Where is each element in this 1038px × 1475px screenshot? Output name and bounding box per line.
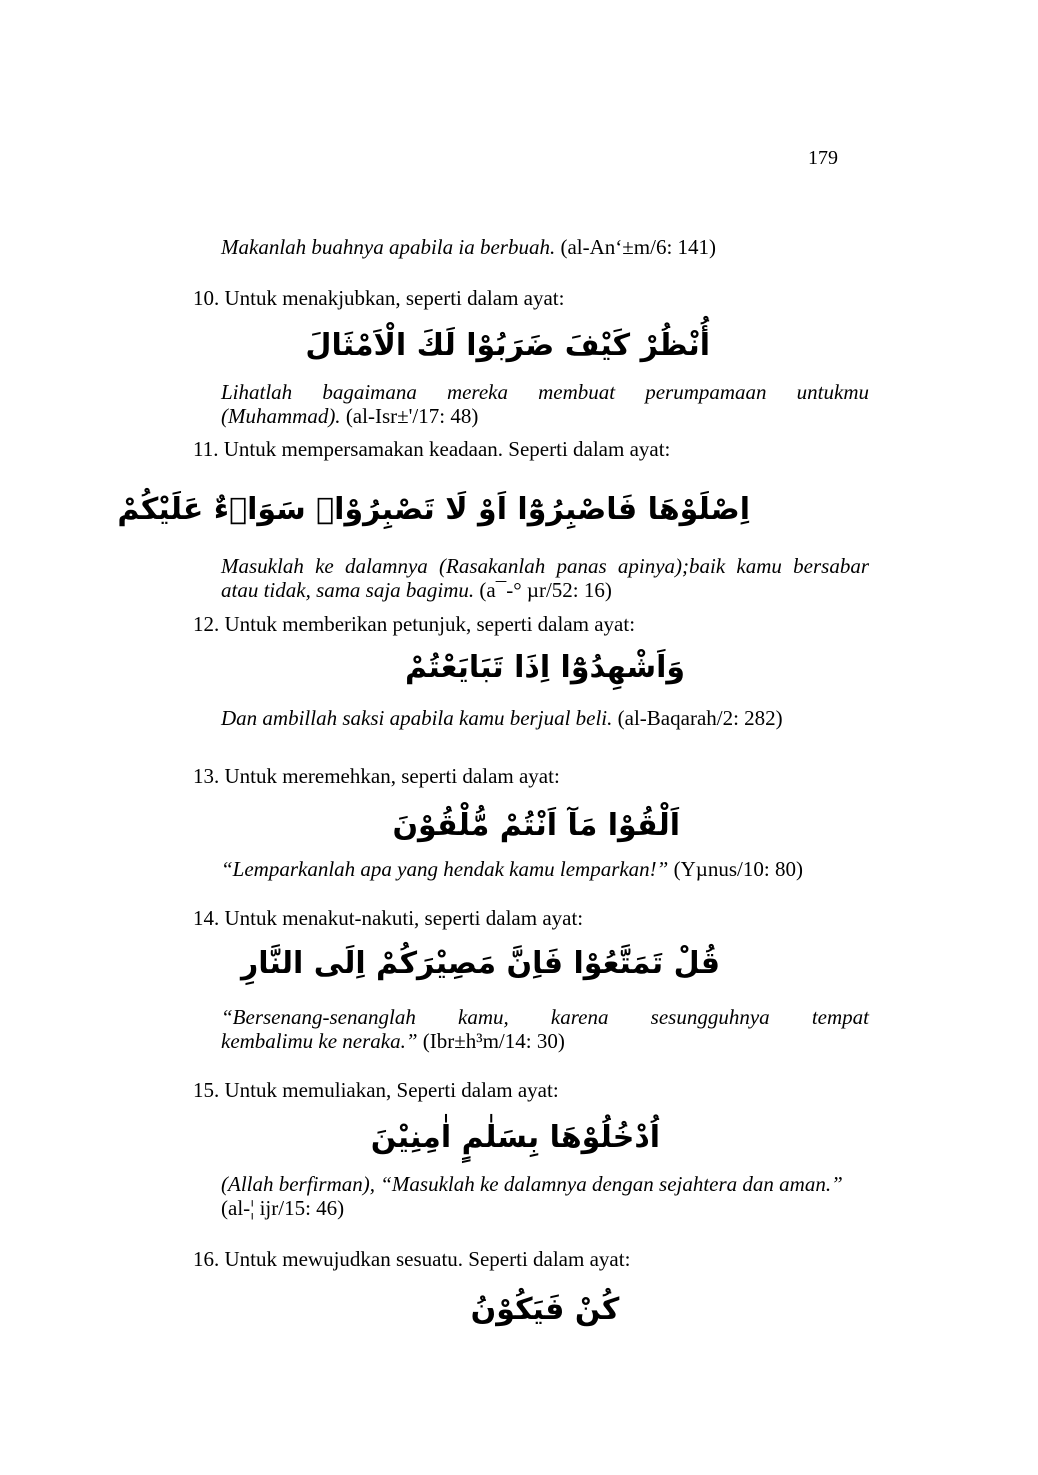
translation-italic: (Muhammad).: [221, 404, 341, 428]
translation-line-2: [221, 1029, 869, 1053]
translation-italic: Dan ambillah saksi apabila kamu berjual beli.: [221, 706, 613, 730]
translation-line-12: [221, 706, 869, 730]
verse-reference: (al-An‘±m/6: 141): [555, 235, 717, 259]
item-number: 16.: [193, 1247, 220, 1271]
verse-reference: (al-Isr±'/17: 48): [340, 404, 479, 428]
item-heading-13: [193, 764, 560, 788]
arabic-verse-13: اَلْقُوْا مَآ اَنْتُمْ مُّلْقُوْنَ: [392, 808, 680, 843]
item-heading-text: Untuk mempersamakan keadaan. Seperti dalam ayat:: [223, 437, 671, 461]
item-heading-text: Untuk memberikan petunjuk, seperti dalam ayat:: [224, 612, 636, 636]
page-number: 179: [808, 147, 838, 169]
verse-reference: (Ibr±h³m/14: 30): [417, 1029, 565, 1053]
item-heading-15: [193, 1078, 559, 1102]
translation-line-2: [221, 578, 869, 602]
translation-block-15: [221, 1172, 869, 1220]
item-number: 13.: [193, 764, 220, 788]
translation-block-14: [221, 1005, 869, 1053]
arabic-verse-12: وَاَشْهِدُوْٓا اِذَا تَبَايَعْتُمْ: [404, 650, 686, 685]
translation-line-1: (Allah berfirman), “Masuklah ke dalamnya dengan sejahtera dan aman.”: [221, 1172, 843, 1196]
verse-reference: (al-Baqarah/2: 282): [612, 706, 783, 730]
item-number: 12.: [193, 612, 220, 636]
translation-block-11: [221, 554, 869, 602]
item-heading-text: Untuk menakjubkan, seperti dalam ayat:: [224, 286, 565, 310]
item-heading-text: Untuk menakut-nakuti, seperti dalam ayat:: [224, 906, 584, 930]
arabic-verse-16: كُنْ فَيَكُوْنُ: [470, 1292, 620, 1327]
translation-line: [221, 235, 869, 259]
verse-reference: (a¯-° µr/52: 16): [474, 578, 612, 602]
item-heading-16: [193, 1247, 630, 1271]
translation-italic: Makanlah buahnya apabila ia berbuah.: [221, 235, 556, 259]
item-number: 15.: [193, 1078, 220, 1102]
translation-italic: atau tidak, sama saja bagimu.: [221, 578, 475, 602]
arabic-verse-14: قُلْ تَمَتَّعُوْا فَاِنَّ مَصِيْرَكُمْ اِلَى النَّارِ: [240, 946, 720, 981]
translation-italic: kembalimu ke neraka.”: [221, 1029, 418, 1053]
translation-line-13: [221, 857, 869, 881]
item-heading-11: [193, 437, 670, 461]
arabic-verse-15: اُدْخُلُوْهَا بِسَلٰمٍ اٰمِنِيْنَ: [370, 1120, 660, 1155]
verse-reference: (Yµnus/10: 80): [668, 857, 803, 881]
translation-italic: “Lemparkanlah apa yang hendak kamu lemparkan!”: [221, 857, 669, 881]
translation-line-1: Masuklah ke dalamnya (Rasakanlah panas apinya);baik kamu bersabar: [221, 554, 869, 578]
arabic-verse-11: اِصْلَوْهَا فَاصْبِرُوْٓا اَوْ لَا تَصْبِرُوْاۚ سَوَاۤءٌ عَلَيْكُمْ: [117, 492, 750, 527]
item-heading-10: [193, 286, 564, 310]
item-number: 10.: [193, 286, 220, 310]
item-heading-text: Untuk memuliakan, Seperti dalam ayat:: [224, 1078, 559, 1102]
arabic-verse-10: أُنْظُرْ كَيْفَ ضَرَبُوْا لَكَ الْاَمْثَالَ: [305, 328, 710, 363]
item-heading-text: Untuk meremehkan, seperti dalam ayat:: [224, 764, 560, 788]
item-number: 11.: [193, 437, 219, 461]
item-heading-12: [193, 612, 635, 636]
translation-line-2: [221, 404, 869, 428]
verse-reference: (al-¦ ijr/15: 46): [221, 1196, 345, 1220]
translation-line-1: Lihatlah bagaimana mereka membuat perumpamaan untukmu: [221, 380, 869, 404]
item-number: 14.: [193, 906, 220, 930]
item-heading-14: [193, 906, 583, 930]
item-heading-text: Untuk mewujudkan sesuatu. Seperti dalam ayat:: [224, 1247, 631, 1271]
translation-block-10: [221, 380, 869, 428]
translation-line-1: “Bersenang-senanglah kamu, karena sesungguhnya tempat: [221, 1005, 869, 1029]
